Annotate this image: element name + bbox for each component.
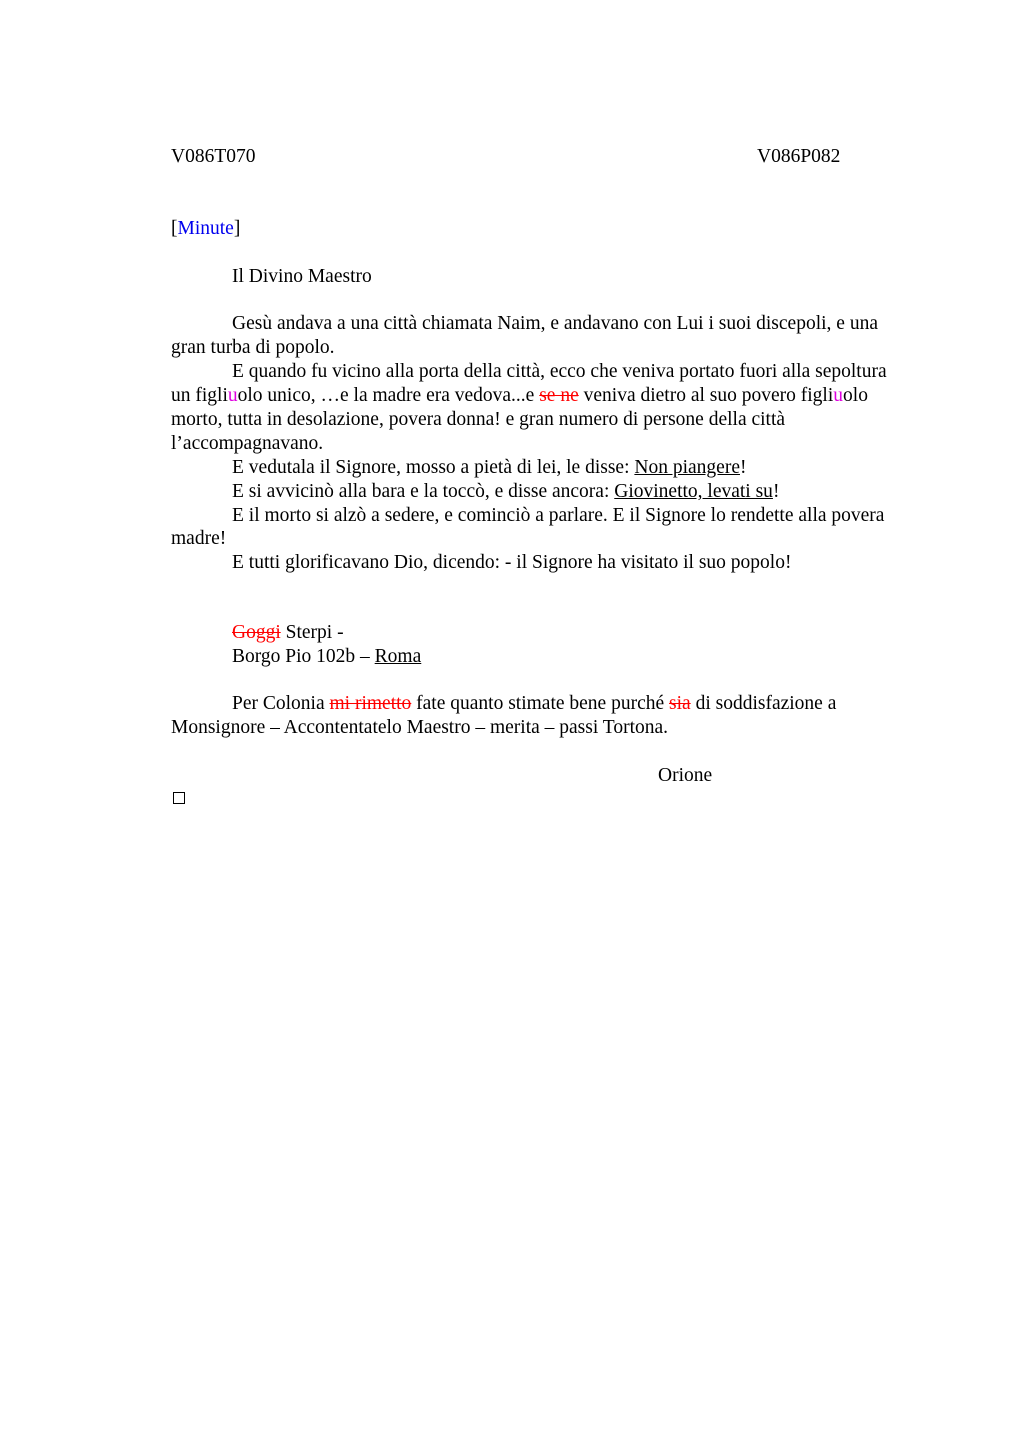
paragraph-3: E vedutala il Signore, mosso a pietà di lei, le disse: Non piangere! <box>232 457 747 478</box>
letter-title: Il Divino Maestro <box>232 266 372 287</box>
deleted-text: mi rimetto <box>329 693 412 714</box>
checkbox-square-icon <box>173 792 185 804</box>
note-line-2: Monsignore – Accontentatelo Maestro – merita – passi Tortona. <box>171 717 669 738</box>
note-line-1: Per Colonia mi rimetto fate quanto stimate bene purché sia di soddisfazione a <box>232 693 837 714</box>
paragraph-5-line-2: madre! <box>171 528 227 549</box>
signature: Orione <box>658 765 713 786</box>
deleted-text: sia <box>669 693 691 714</box>
inserted-letter: u <box>833 385 844 406</box>
paragraph-2-line-3: morto, tutta in desolazione, povera donna! e gran numero di persone della città <box>171 409 786 430</box>
deleted-text: Goggi <box>232 622 281 643</box>
paragraph-2-line-2: un figliuolo unico, …e la madre era vedova...e se ne veniva dietro al suo povero figliuolo <box>171 385 868 406</box>
paragraph-1-line-2: gran turba di popolo. <box>171 337 335 358</box>
paragraph-2-line-1: E quando fu vicino alla porta della città, ecco che veniva portato fuori alla sepoltura <box>232 361 887 382</box>
address-city: Roma <box>374 646 422 667</box>
paragraph-2-line-4: l’accompagnavano. <box>171 433 324 454</box>
address-street: Borgo Pio 102b – Roma <box>232 646 422 667</box>
paragraph-6: E tutti glorificavano Dio, dicendo: - il Signore ha visitato il suo popolo! <box>232 552 792 573</box>
deleted-text: se ne <box>539 385 579 406</box>
paragraph-4: E si avvicinò alla bara e la toccò, e disse ancora: Giovinetto, levati su! <box>232 481 780 502</box>
address-name: Goggi Sterpi - <box>232 622 344 643</box>
document-code-right: V086P082 <box>757 146 841 167</box>
section-label: [Minute] <box>171 218 241 239</box>
section-label-text: Minute <box>177 218 234 239</box>
paragraph-1-line-1: Gesù andava a una città chiamata Naim, e andavano con Lui i suoi discepoli, e una <box>232 313 878 334</box>
underlined-quote: Giovinetto, levati su <box>614 481 773 502</box>
document-code-left: V086T070 <box>171 146 256 167</box>
paragraph-5-line-1: E il morto si alzò a sedere, e cominciò a parlare. E il Signore lo rendette alla povera <box>232 505 885 526</box>
underlined-quote: Non piangere <box>634 457 740 478</box>
inserted-letter: u <box>227 385 238 406</box>
